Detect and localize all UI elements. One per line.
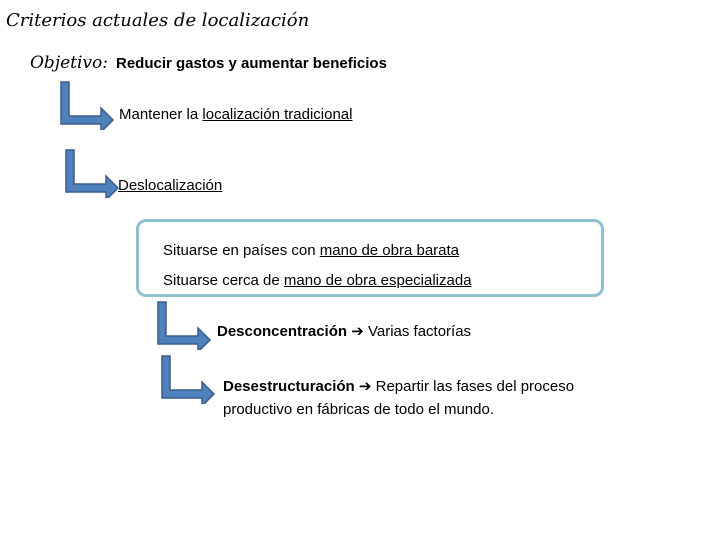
- desconcentracion-row: [217, 322, 471, 340]
- desestructuracion-text-2: productivo en fábricas de todo el mundo.: [223, 401, 495, 418]
- box-line-barata-prefix: Situarse en países con: [163, 242, 320, 259]
- option-mantener-prefix: Mantener la: [119, 106, 203, 123]
- right-arrow-icon: ➔: [351, 323, 364, 340]
- right-arrow-icon: ➔: [358, 378, 372, 395]
- box-line-barata: [163, 242, 459, 259]
- bent-arrow-icon: [60, 148, 120, 198]
- objetivo-label: Objetivo:: [30, 53, 108, 73]
- box-line-especializada: [163, 272, 472, 289]
- option-deslocalizacion-link: Deslocalización: [118, 177, 223, 194]
- option-mantener-link: localización tradicional: [202, 106, 353, 123]
- desconcentracion-text: Varias factorías: [363, 323, 472, 340]
- desestructuracion-text-1: Repartir las fases del proceso: [371, 378, 575, 395]
- box-line-barata-link: mano de obra barata: [319, 242, 460, 259]
- box-line-especializada-prefix: Situarse cerca de: [163, 272, 284, 289]
- objetivo-text: Reducir gastos y aumentar beneficios: [116, 55, 387, 72]
- desconcentracion-term: Desconcentración: [217, 323, 348, 340]
- page-title: Criterios actuales de localización: [6, 10, 310, 31]
- bent-arrow-icon: [156, 354, 216, 404]
- desestructuracion-term: Desestructuración: [223, 378, 355, 395]
- option-deslocalizacion: [118, 177, 222, 194]
- bent-arrow-icon: [152, 300, 212, 350]
- bent-arrow-icon: [55, 80, 115, 130]
- desestructuracion-row: [223, 377, 574, 395]
- option-mantener: [119, 106, 352, 123]
- box-line-especializada-link: mano de obra especializada: [283, 272, 472, 289]
